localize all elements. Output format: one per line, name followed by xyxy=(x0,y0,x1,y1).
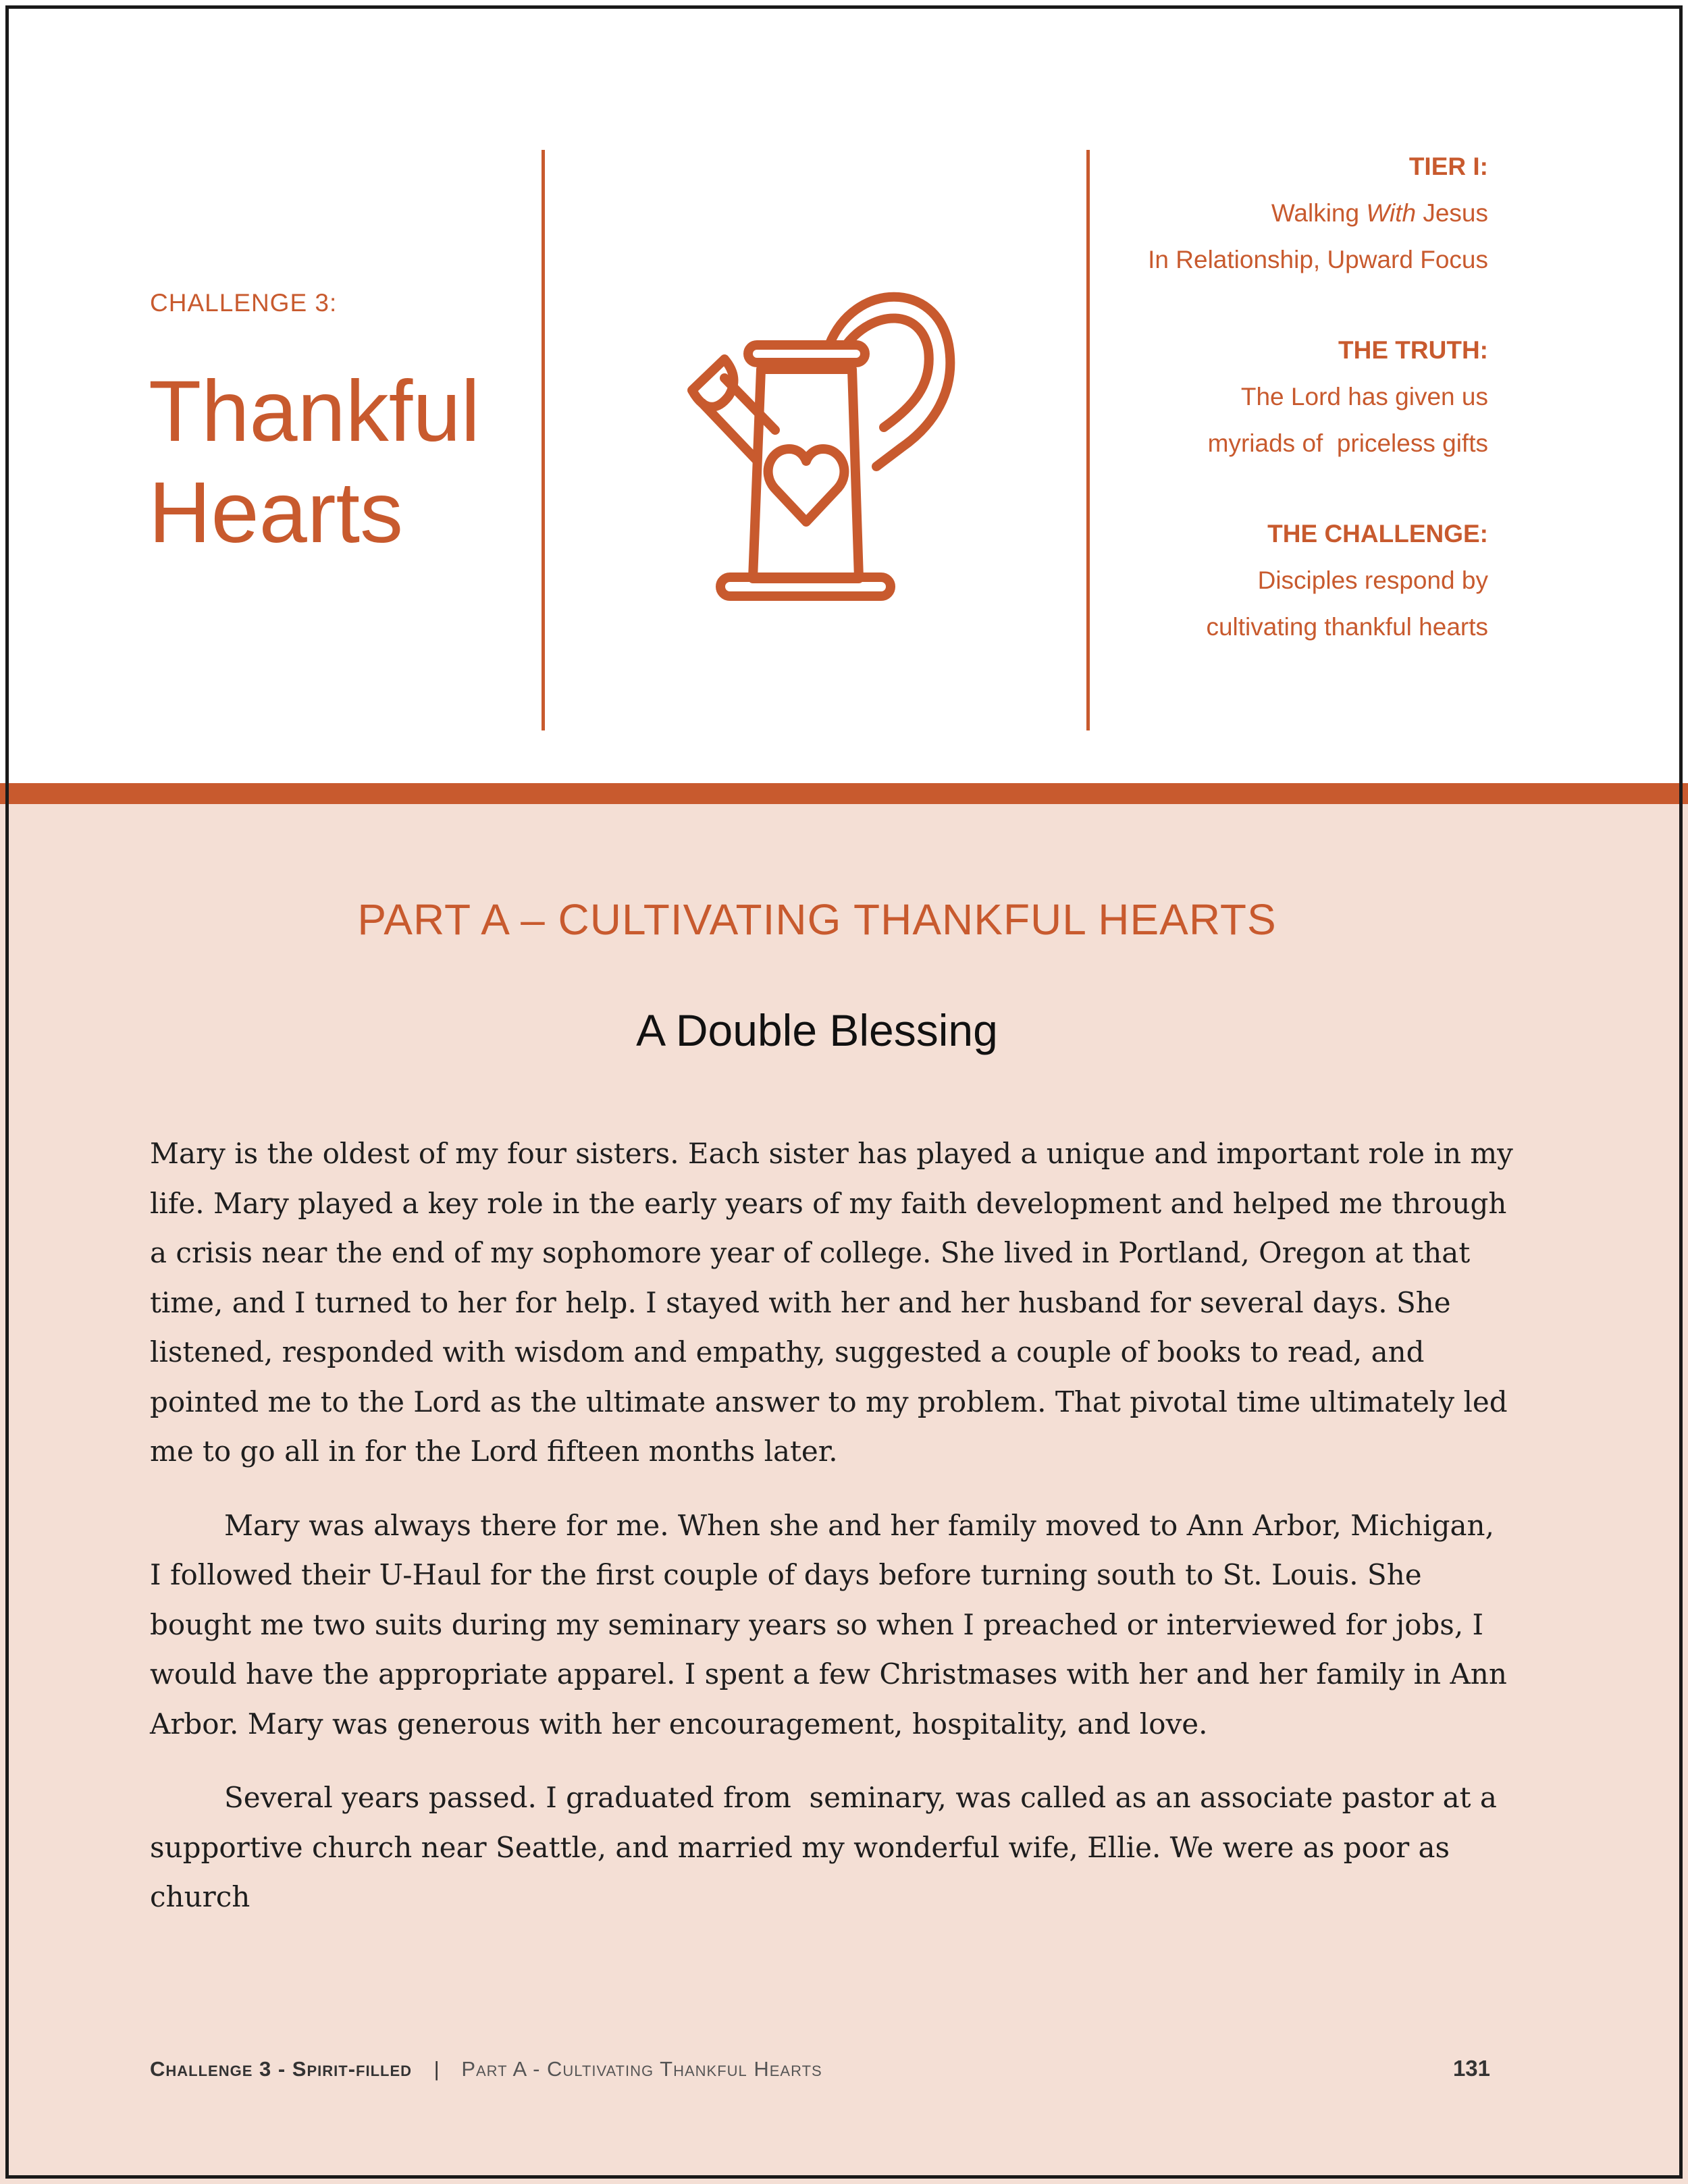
chapter-title-line2: Hearts xyxy=(149,464,403,561)
watering-can-heart-icon xyxy=(611,267,1030,618)
challenge-label: CHALLENGE 3: xyxy=(150,289,338,317)
challenge-line1: Disciples respond by xyxy=(1257,566,1488,594)
challenge-summary xyxy=(1016,143,1488,650)
tier-line1-post: Jesus xyxy=(1416,199,1488,227)
challenge-line2: cultivating thankful hearts xyxy=(1206,613,1488,641)
page-number: 131 xyxy=(1452,2056,1490,2081)
footer-separator: | xyxy=(433,2057,440,2081)
section-subtitle: A Double Blessing xyxy=(636,1005,998,1055)
paragraph-3: Several years passed. I graduated from seminary, was called as an associate pastor at a supportive church near Seattle, and married my wonderful wife, Ellie. We were as poor as church xyxy=(150,1781,1506,1913)
tier-heading: TIER I: xyxy=(1408,153,1488,180)
paragraph-2: Mary was always there for me. When she and her family moved to Ann Arbor, Michigan, I followed their U-Haul for the first couple of days before turning south to St. Louis. She bought me two suits during my seminary years so when I preached or interviewed for jobs, I would have the appropriate apparel. I spent a few Christmases with her and her family in Ann Arbor. Mary was generous with her encouragement, hospitality, and love. xyxy=(150,1508,1507,1740)
tier-line1-pre: Walking xyxy=(1271,199,1367,227)
truth-line1: The Lord has given us xyxy=(1240,383,1488,410)
tier-line1-emphasis: With xyxy=(1366,199,1417,227)
footer-challenge: Challenge 3 - Spirit-filled xyxy=(150,2057,413,2081)
chapter-header xyxy=(0,0,1688,783)
tier-line2: In Relationship, Upward Focus xyxy=(1148,246,1488,273)
truth-heading: THE TRUTH: xyxy=(1338,336,1488,364)
chapter-title-line1: Thankful xyxy=(149,363,480,460)
chapter-title xyxy=(149,361,480,564)
body-text xyxy=(150,1129,1514,1946)
truth-line2: myriads of priceless gifts xyxy=(1207,429,1488,457)
challenge-heading: THE CHALLENGE: xyxy=(1267,520,1488,548)
part-title: PART A – CULTIVATING THANKFUL HEARTS xyxy=(357,895,1277,944)
divider-left xyxy=(542,150,545,730)
accent-band xyxy=(0,783,1688,804)
paragraph-1: Mary is the oldest of my four sisters. Each sister has played a unique and important role in my life. Mary played a key role in the early years of my faith development and helped me through a crisis near the end of my sophomore year of college. She lived in Portland, Oregon at that time, and I turned to her for help. I stayed with her and her husband for several days. She listened, responded with wisdom and empathy, suggested a couple of books to read, and pointed me to the Lord as the ultimate answer to my problem. That pivotal time ultimately led me to go all in for the Lord fifteen months later. xyxy=(150,1137,1513,1468)
footer-part: Part A - Cultivating Thankful Hearts xyxy=(461,2057,822,2081)
running-footer xyxy=(150,2057,822,2081)
tier-line1 xyxy=(1016,190,1488,236)
